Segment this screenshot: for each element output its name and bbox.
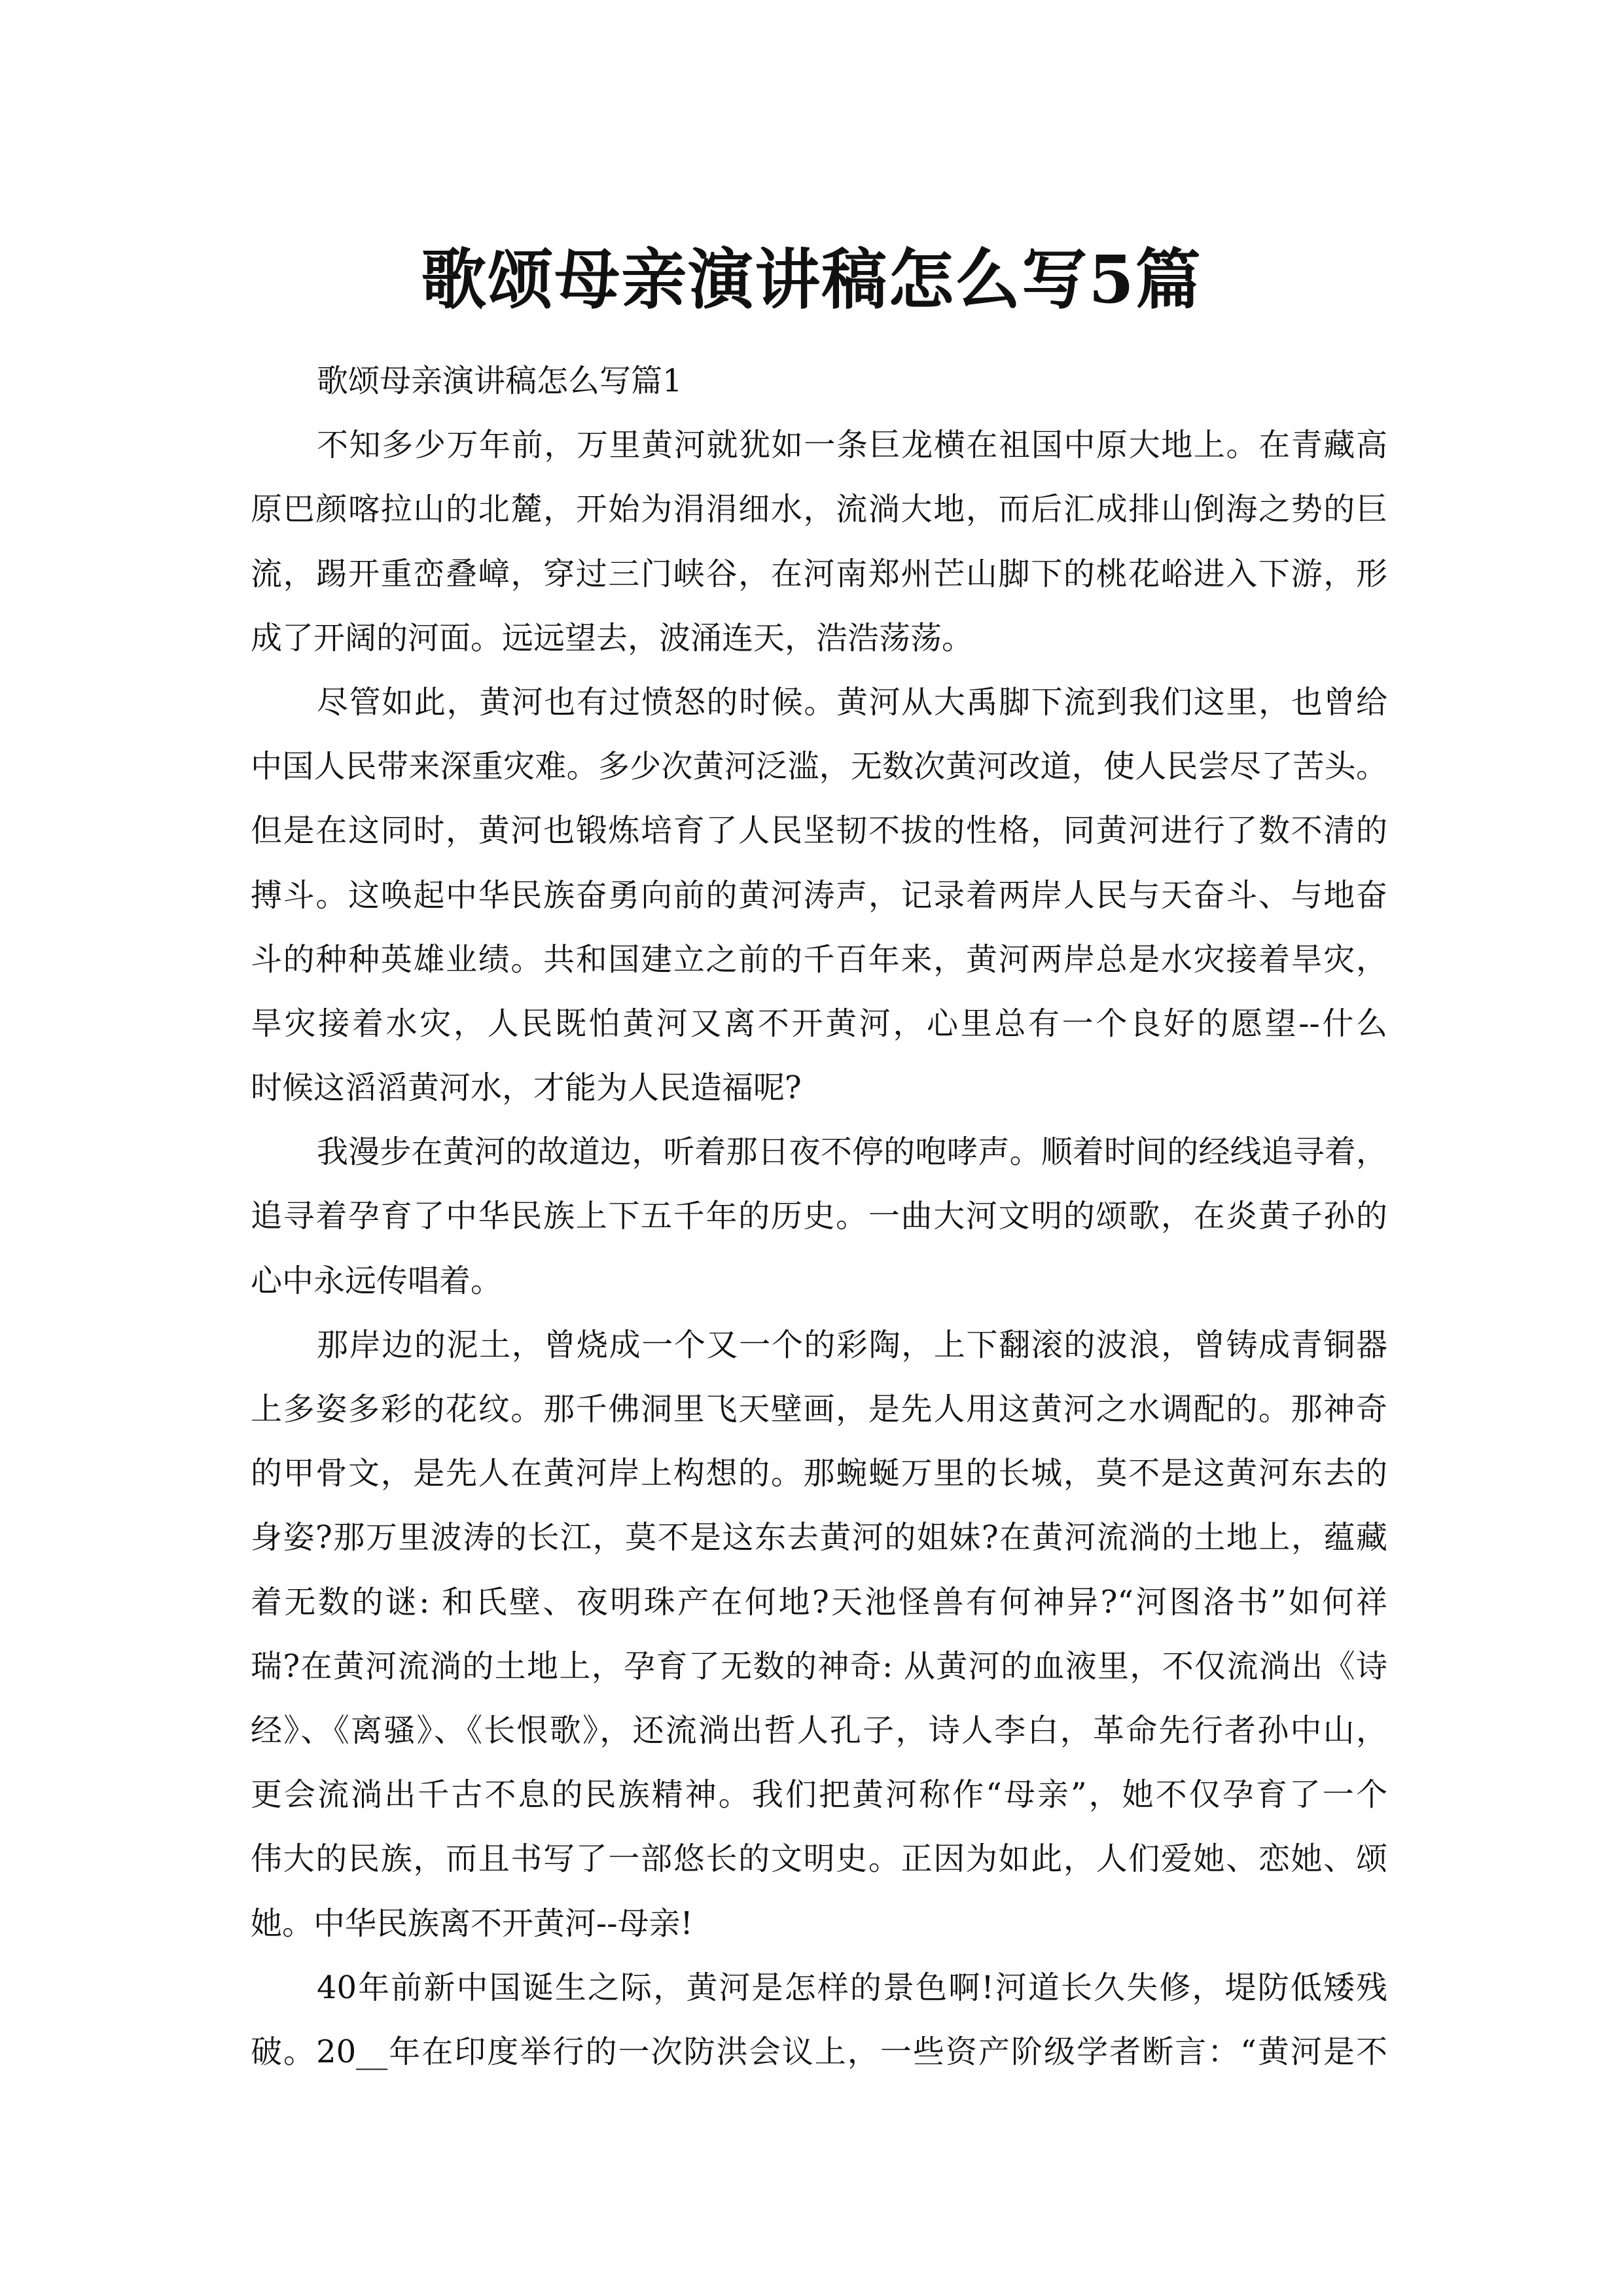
text-line: 原巴颜喀拉山的北麓，开始为涓涓细水，流淌大地，而后汇成排山倒海之势的巨 [251, 491, 1387, 528]
text-line: 瑞?在黄河流淌的土地上，孕育了无数的神奇: 从黄河的血液里，不仅流淌出《诗 [251, 1647, 1387, 1685]
text-line: 她。中华民族离不开黄河--母亲! [251, 1905, 693, 1942]
text-line: 歌颂母亲演讲稿怎么写篇1 [317, 363, 683, 399]
text-line: 破。20__年在印度举行的一次防洪会议上，一些资产阶级学者断言：“黄河是不 [251, 2033, 1387, 2070]
paragraph [251, 1956, 1387, 2084]
text-line: 伟大的民族，而且书写了一部悠长的文明史。正因为如此，人们爱她、恋她、颂 [251, 1840, 1387, 1878]
text-line: 搏斗。这唤起中华民族奋勇向前的黄河涛声，记录着两岸人民与天奋斗、与地奋 [251, 876, 1387, 914]
text-line: 的甲骨文，是先人在黄河岸上构想的。那蜿蜒万里的长城，莫不是这黄河东去的 [251, 1455, 1387, 1492]
text-line: 流，踢开重峦叠嶂，穿过三门峡谷，在河南郑州芒山脚下的桃花峪进入下游，形 [251, 555, 1387, 592]
text-line: 经》、《离骚》、《长恨歌》，还流淌出哲人孔子，诗人李白，革命先行者孙中山， [251, 1712, 1387, 1749]
text-line: 我漫步在黄河的故道边，听着那日夜不停的咆哮声。顺着时间的经线追寻着， [317, 1134, 1387, 1171]
text-line: 40年前新中国诞生之际，黄河是怎样的景色啊!河道长久失修，堤防低矮残 [317, 1969, 1387, 2006]
text-line: 追寻着孕育了中华民族上下五千年的历史。一曲大河文明的颂歌，在炎黄子孙的 [251, 1198, 1387, 1235]
text-line: 尽管如此，黄河也有过愤怒的时候。黄河从大禹脚下流到我们这里，也曾给 [317, 683, 1387, 721]
text-line: 上多姿多彩的花纹。那千佛洞里飞天壁画，是先人用这黄河之水调配的。那神奇 [251, 1391, 1387, 1427]
text-line: 不知多少万年前，万里黄河就犹如一条巨龙横在祖国中原大地上。在青藏高 [317, 427, 1387, 464]
text-line: 心中永远传唱着。 [251, 1262, 503, 1299]
document-title: 歌颂母亲演讲稿怎么写5篇 [421, 241, 1202, 318]
text-line: 斗的种种英雄业绩。共和国建立之前的千百年来，黄河两岸总是水灾接着旱灾， [251, 941, 1387, 978]
paragraph [251, 1313, 1387, 1956]
paragraph [251, 413, 1387, 670]
paragraph [251, 1120, 1387, 1313]
text-line: 那岸边的泥土，曾烧成一个又一个的彩陶，上下翻滚的波浪，曾铸成青铜器 [317, 1326, 1387, 1363]
document-body [251, 349, 1387, 2084]
text-line: 中国人民带来深重灾难。多少次黄河泛滥，无数次黄河改道，使人民尝尽了苦头。 [251, 748, 1387, 785]
text-line: 旱灾接着水灾，人民既怕黄河又离不开黄河，心里总有一个良好的愿望--什么 [251, 1005, 1387, 1042]
text-line: 着无数的谜: 和氏壁、夜明珠产在何地?天池怪兽有何神异?“河图洛书”如何祥 [251, 1583, 1387, 1621]
text-line: 成了开阔的河面。远远望去，波涌连天，浩浩荡荡。 [251, 619, 974, 656]
section-heading [251, 349, 1387, 413]
text-line: 但是在这同时，黄河也锻炼培育了人民坚韧不拔的性格，同黄河进行了数不清的 [251, 812, 1387, 850]
text-line: 更会流淌出千古不息的民族精神。我们把黄河称作“母亲”，她不仅孕育了一个 [251, 1776, 1387, 1814]
paragraph [251, 670, 1387, 1120]
text-line: 时候这滔滔黄河水，才能为人民造福呢? [251, 1069, 802, 1107]
text-line: 身姿?那万里波涛的长江，莫不是这东去黄河的姐妹?在黄河流淌的土地上，蕴藏 [251, 1519, 1387, 1556]
